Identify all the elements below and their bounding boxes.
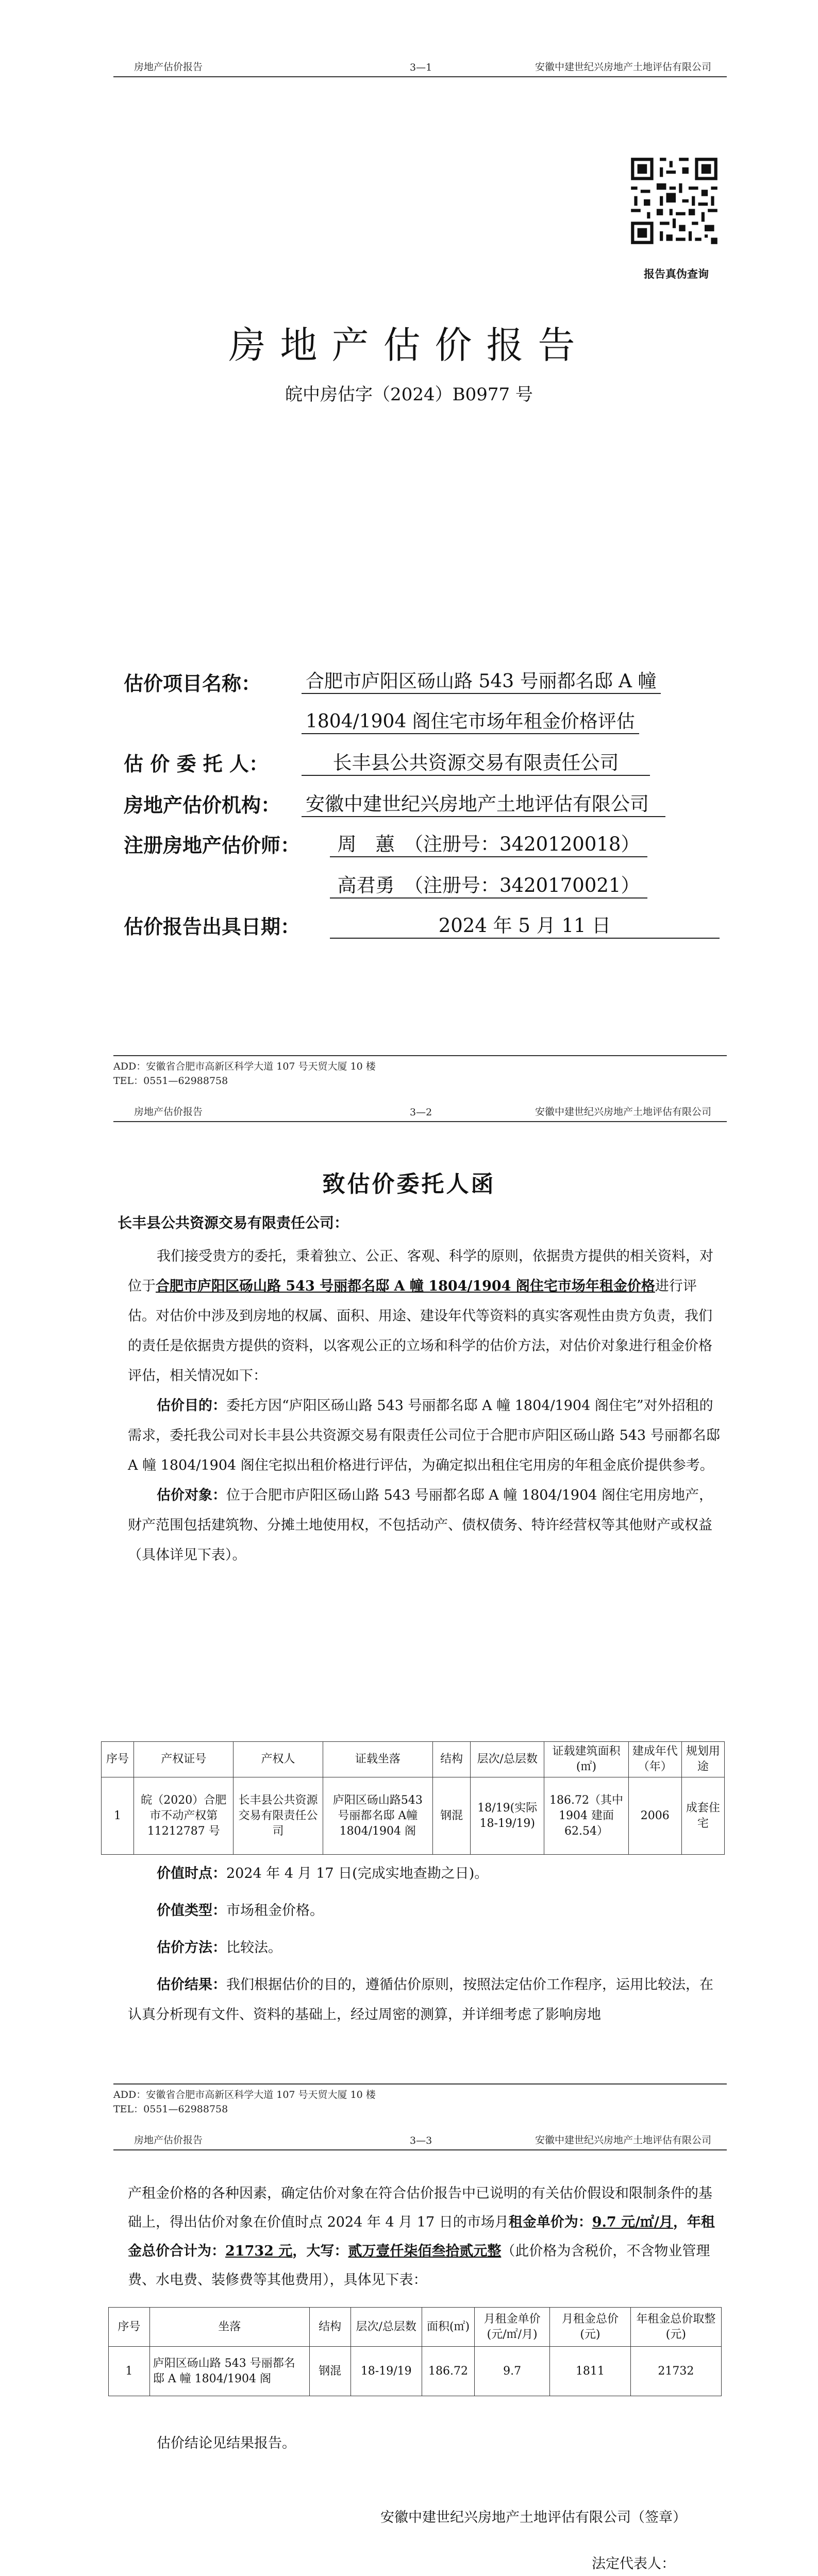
header-title: 房地产估价报告	[134, 1106, 203, 1117]
letter-body-2	[128, 1859, 721, 2030]
agency-label: 房地产估价机构：	[124, 793, 281, 817]
table-header-row	[102, 1742, 725, 1777]
table-cell: 2006	[628, 1777, 681, 1855]
header-company: 安徽中建世纪兴房地产土地评估有限公司	[535, 2134, 711, 2146]
table-header-cell: 序号	[102, 1742, 134, 1777]
table-header-cell: 证载建筑面积(㎡)	[544, 1742, 628, 1777]
report-number: 皖中房估字（2024）B0977 号	[285, 384, 533, 405]
header-company: 安徽中建世纪兴房地产土地评估有限公司	[535, 1106, 711, 1117]
table-header-cell: 证载坐落	[323, 1742, 432, 1777]
table-cell: 21732	[630, 2347, 721, 2396]
table-cell: 186.72（其中 1904 建面 62.54）	[544, 1777, 628, 1855]
table-header-cell: 结构	[433, 1742, 471, 1777]
appraiser-1: 周 蕙 （注册号：3420120018）	[330, 828, 647, 857]
footer-phone: TEL：0551—62988758	[113, 1075, 228, 1087]
intro-text-c: 进行评估。对估价中涉及到房地的权属、面积、用途、建设年代等资料的真实客观性由贵方负责，我们的责任是依据贵方提供的资料，以客观公正的立场和科学的估价方法，对估价对象进行租金价格评估，相关情况如下：	[128, 1278, 712, 1384]
result-cont: 产租金价格的各种因素，确定估价对象在符合估价报告中已说明的有关估价假设和限制条件的基础上，得出估价对象在价值时点 2024 年 4 月 17 日的市场月	[128, 2185, 712, 2230]
purpose-label: 估价目的：	[157, 1398, 226, 1414]
table-cell: 钢混	[433, 1777, 471, 1855]
header-title: 房地产估价报告	[134, 61, 203, 73]
table-cell: 1	[102, 1777, 134, 1855]
footer-phone: TEL：0551—62988758	[113, 2104, 228, 2115]
table-header-cell: 产权人	[233, 1742, 323, 1777]
footer-address: ADD：安徽省合肥市高新区科学大道 107 号天贸大厦 10 楼	[113, 2089, 376, 2100]
letter-title: 致估价委托人函	[322, 1171, 496, 1197]
footer-address: ADD：安徽省合肥市高新区科学大道 107 号天贸大厦 10 楼	[113, 1061, 376, 1072]
header-company: 安徽中建世纪兴房地产土地评估有限公司	[535, 61, 711, 73]
qr-code-icon[interactable]	[628, 155, 721, 247]
rent-table	[108, 2307, 722, 2396]
table-cell: 1811	[550, 2347, 631, 2396]
legal-representative: 法定代表人：	[592, 2556, 675, 2572]
rent-unit-label: 租金单价为：	[508, 2214, 592, 2230]
method-label: 估价方法：	[157, 1940, 226, 1956]
letter-body-1	[128, 1242, 721, 1570]
method-text: 比较法。	[226, 1940, 282, 1956]
table-header-cell: 层次/总层数	[350, 2308, 422, 2347]
rent-words-label: ，大写：	[292, 2243, 348, 2259]
issue-date-value: 2024 年 5 月 11 日	[330, 910, 720, 939]
table-cell: 皖（2020）合肥市不动产权第11212787 号	[134, 1777, 233, 1855]
table-cell: 18-19/19	[350, 2347, 422, 2396]
conclusion-note: 估价结论见结果报告。	[157, 2435, 296, 2451]
table-cell: 庐阳区砀山路 543 号丽都名邸 A 幢 1804/1904 阁	[149, 2347, 309, 2396]
page-number: 3—3	[410, 2135, 432, 2146]
qr-caption: 报告真伪查询	[644, 267, 709, 280]
value-date-text: 2024 年 4 月 17 日(完成实地查勘之日)。	[226, 1866, 489, 1882]
table-cell: 186.72	[422, 2347, 474, 2396]
rent-unit-value: 9.7 元/㎡/月	[592, 2214, 673, 2230]
rent-total-words: 贰万壹仟柒佰叁拾贰元整	[348, 2243, 502, 2259]
table-header-cell: 规划用途	[681, 1742, 724, 1777]
client-value: 长丰县公共资源交易有限责任公司	[302, 747, 650, 776]
project-name-value-cont: 1804/1904 阁住宅市场年租金价格评估	[302, 707, 639, 734]
table-cell: 庐阳区砀山路543 号丽都名邸 A幢 1804/1904 阁	[323, 1777, 432, 1855]
appraiser-label: 注册房地产估价师：	[124, 834, 301, 857]
intro-text-a: 我们接受贵方的委托，秉着独立、公正、客观、科学的原则，依据贵方提供的相关资料，对位于	[128, 1248, 713, 1294]
table-header-cell: 月租金总价(元)	[550, 2308, 631, 2347]
price-note: （此价格为含税价，不含物业管理费、水电费、装修费等其他费用），具体见下表：	[128, 2243, 710, 2288]
page-header	[113, 56, 727, 77]
page-footer	[113, 1055, 727, 1088]
rent-total-value: 21732 元	[225, 2243, 293, 2259]
purpose-text: 委托方因“庐阳区砀山路 543 号丽都名邸 A 幢 1804/1904 阁住宅”对外招租的需求，委托我公司对长丰县公共资源交易有限责任公司位于合肥市庐阳区砀山路 543 号丽都名邸 A 幢 1804/1904 阁住宅拟出租价格进行评估，为确定拟出租住宅用房的年租金底价提供参考。	[128, 1398, 720, 1473]
table-cell: 钢混	[309, 2347, 350, 2396]
signature-company: 安徽中建世纪兴房地产土地评估有限公司（签章）	[380, 2510, 687, 2526]
table-header-cell: 年租金总价取整(元)	[630, 2308, 721, 2347]
appraisal-subject: 合肥市庐阳区砀山路 543 号丽都名邸 A 幢 1804/1904 阁住宅市场年租金价格	[156, 1278, 655, 1294]
result-label: 估价结果：	[157, 1977, 226, 1993]
table-cell: 成套住宅	[681, 1777, 724, 1855]
table-cell: 长丰县公共资源交易有限责任公司	[233, 1777, 323, 1855]
issue-date-label: 估价报告出具日期：	[124, 915, 301, 938]
value-type-label: 价值类型：	[157, 1903, 226, 1919]
table-header-cell: 坐落	[149, 2308, 309, 2347]
table-header-cell: 层次/总层数	[471, 1742, 544, 1777]
object-label: 估价对象：	[157, 1487, 226, 1503]
table-header-row	[109, 2308, 722, 2347]
table-header-cell: 面积(㎡)	[422, 2308, 474, 2347]
table-header-cell: 序号	[109, 2308, 150, 2347]
page-number: 3—2	[410, 1107, 432, 1118]
page-header	[113, 2129, 727, 2150]
report-title: 房地产估价报告	[228, 324, 590, 367]
page-number: 3—1	[410, 62, 432, 73]
header-title: 房地产估价报告	[134, 2134, 203, 2146]
project-name-label: 估价项目名称：	[124, 672, 261, 695]
project-name-value: 合肥市庐阳区砀山路 543 号丽都名邸 A 幢	[302, 667, 661, 694]
table-header-cell: 产权证号	[134, 1742, 233, 1777]
table-header-cell: 月租金单价(元/㎡/月)	[475, 2308, 550, 2347]
value-type-text: 市场租金价格。	[226, 1903, 324, 1919]
rent-total-label: ，年租金总价合计为：	[128, 2214, 715, 2259]
client-label: 估 价 委 托 人：	[124, 752, 269, 775]
table-cell: 18/19(实际18-19/19)	[471, 1777, 544, 1855]
result-text: 我们根据估价的目的，遵循估价原则，按照法定估价工作程序，运用比较法，在认真分析现有文件、资料的基础上，经过周密的测算，并详细考虑了影响房地	[128, 1977, 713, 2023]
property-table	[101, 1741, 725, 1855]
table-row	[102, 1777, 725, 1855]
object-text: 位于合肥市庐阳区砀山路 543 号丽都名邸 A 幢 1804/1904 阁住宅用房地产，财产范围包括建筑物、分摊土地使用权，不包括动产、债权债务、特许经营权等其他财产或权益（具体详见下表）。	[128, 1487, 713, 1563]
agency-value: 安徽中建世纪兴房地产土地评估有限公司	[302, 788, 665, 817]
page-header	[113, 1100, 727, 1122]
letter-body-3	[128, 2179, 721, 2295]
table-cell: 9.7	[475, 2347, 550, 2396]
table-header-cell: 建成年代（年）	[628, 1742, 681, 1777]
page-footer	[113, 2083, 727, 2116]
appraiser-2: 高君勇 （注册号：3420170021）	[330, 870, 647, 899]
table-row	[109, 2347, 722, 2396]
table-cell: 1	[109, 2347, 150, 2396]
value-date-label: 价值时点：	[157, 1866, 226, 1882]
table-header-cell: 结构	[309, 2308, 350, 2347]
addressee: 长丰县公共资源交易有限责任公司：	[118, 1214, 349, 1231]
